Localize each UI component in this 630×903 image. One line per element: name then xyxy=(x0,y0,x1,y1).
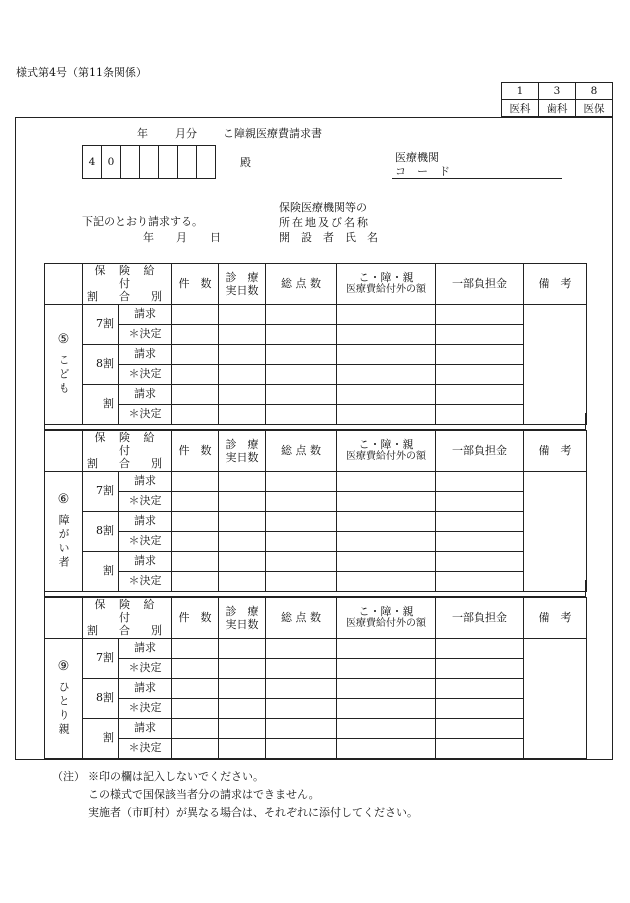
header-ratio xyxy=(83,431,172,472)
header-outside-line1: こ・障・親 xyxy=(358,438,414,452)
table-row xyxy=(45,304,587,324)
ratio-cell: 7割 xyxy=(83,638,119,678)
header-points xyxy=(266,598,337,639)
outside-amount-field[interactable] xyxy=(337,491,436,511)
outside-amount-field[interactable] xyxy=(337,698,436,718)
table-row xyxy=(45,384,587,404)
table-row xyxy=(45,738,587,758)
date-year: 年 xyxy=(143,231,154,244)
table-row xyxy=(45,718,587,738)
partial-payment-field[interactable] xyxy=(436,344,524,364)
partial-payment-field[interactable] xyxy=(436,638,524,658)
ratio-cell: 割 xyxy=(83,551,119,591)
decision-label: ＊決定 xyxy=(119,404,172,424)
outside-amount-field[interactable] xyxy=(337,384,436,404)
category-name: 障がい者 xyxy=(57,513,71,570)
points-field[interactable] xyxy=(266,531,337,551)
points-field[interactable] xyxy=(266,511,337,531)
points-field[interactable] xyxy=(266,344,337,364)
ratio-cell: 8割 xyxy=(83,511,119,551)
table-row xyxy=(45,364,587,384)
points-field[interactable] xyxy=(266,384,337,404)
category-cell xyxy=(45,638,83,758)
count-field[interactable] xyxy=(172,638,219,658)
header-days xyxy=(219,431,266,472)
form-number: 様式第4号（第11条関係） xyxy=(16,66,147,79)
count-field[interactable] xyxy=(172,491,219,511)
table-row xyxy=(45,551,587,571)
count-field[interactable] xyxy=(172,384,219,404)
header-points xyxy=(266,264,337,305)
header-partial-payment xyxy=(436,598,524,639)
claim-label: 請求 xyxy=(119,471,172,491)
claim-label: 請求 xyxy=(119,718,172,738)
table-row xyxy=(45,698,587,718)
points-field[interactable] xyxy=(266,324,337,344)
partial-payment-field[interactable] xyxy=(436,491,524,511)
header-count-label: 件 数 xyxy=(178,277,212,291)
count-field[interactable] xyxy=(172,304,219,324)
institution-code-label: 医療機関 xyxy=(395,151,439,164)
section-separator xyxy=(44,413,586,430)
header-days xyxy=(219,598,266,639)
count-field[interactable] xyxy=(172,678,219,698)
header-outside-amount xyxy=(337,264,436,305)
category-mark: ⑥ xyxy=(57,492,70,508)
category-cell xyxy=(45,471,83,591)
count-field[interactable] xyxy=(172,324,219,344)
header-blank xyxy=(45,598,83,639)
outside-amount-field[interactable] xyxy=(337,344,436,364)
request-statement: 下記のとおり請求する。 xyxy=(82,215,203,228)
outside-amount-field[interactable] xyxy=(337,511,436,531)
partial-payment-field[interactable] xyxy=(436,738,524,758)
header-ratio-line1: 保 険 給 付 xyxy=(94,264,160,291)
days-field[interactable] xyxy=(219,384,266,404)
billing-section-table xyxy=(44,263,587,425)
facility-digit[interactable]: 0 xyxy=(102,146,121,179)
days-field[interactable] xyxy=(219,304,266,324)
header-partial-payment xyxy=(436,264,524,305)
days-field[interactable] xyxy=(219,678,266,698)
days-field[interactable] xyxy=(219,531,266,551)
days-field[interactable] xyxy=(219,738,266,758)
outside-amount-field[interactable] xyxy=(337,638,436,658)
points-field[interactable] xyxy=(266,678,337,698)
header-days-line1: 診 療 xyxy=(225,270,259,284)
count-field[interactable] xyxy=(172,738,219,758)
claim-label: 請求 xyxy=(119,551,172,571)
remarks-field[interactable] xyxy=(524,471,587,591)
code-value: 1 xyxy=(502,83,539,100)
header-outside-amount xyxy=(337,598,436,639)
header-remarks-label: 備 考 xyxy=(538,277,572,291)
header-points xyxy=(266,431,337,472)
outside-amount-field[interactable] xyxy=(337,304,436,324)
header-remarks-label: 備 考 xyxy=(538,444,572,458)
partial-payment-field[interactable] xyxy=(436,698,524,718)
partial-payment-field[interactable] xyxy=(436,511,524,531)
days-field[interactable] xyxy=(219,698,266,718)
header-ratio-line2: 割 合 別 xyxy=(87,457,167,471)
header-outside-line1: こ・障・親 xyxy=(358,605,414,619)
count-field[interactable] xyxy=(172,698,219,718)
ratio-cell: 7割 xyxy=(83,471,119,511)
title-month: 月分 xyxy=(175,127,197,140)
header-days-line2: 実日数 xyxy=(225,283,259,297)
header-outside-line2: 医療費給付外の額 xyxy=(346,618,426,630)
days-field[interactable] xyxy=(219,638,266,658)
header-remarks-label: 備 考 xyxy=(538,611,572,625)
header-count-label: 件 数 xyxy=(178,611,212,625)
ratio-cell: 8割 xyxy=(83,344,119,384)
header-count xyxy=(172,431,219,472)
header-partial-label: 一部負担金 xyxy=(452,277,507,291)
addressee-suffix: 殿 xyxy=(240,156,251,169)
outside-amount-field[interactable] xyxy=(337,471,436,491)
department-code-box xyxy=(501,82,613,117)
count-field[interactable] xyxy=(172,471,219,491)
count-field[interactable] xyxy=(172,531,219,551)
facility-digit[interactable]: 4 xyxy=(83,146,102,179)
partial-payment-field[interactable] xyxy=(436,304,524,324)
days-field[interactable] xyxy=(219,551,266,571)
facility-digit[interactable] xyxy=(197,146,216,179)
facility-number-boxes xyxy=(82,145,216,179)
header-outside-amount xyxy=(337,431,436,472)
claim-label: 請求 xyxy=(119,678,172,698)
decision-label: ＊決定 xyxy=(119,324,172,344)
outside-amount-field[interactable] xyxy=(337,738,436,758)
decision-label: ＊決定 xyxy=(119,658,172,678)
days-field[interactable] xyxy=(219,471,266,491)
billing-section-table xyxy=(44,430,587,592)
header-remarks xyxy=(524,598,587,639)
partial-payment-field[interactable] xyxy=(436,678,524,698)
points-field[interactable] xyxy=(266,491,337,511)
count-field[interactable] xyxy=(172,551,219,571)
institution-code-underline xyxy=(392,178,562,179)
remarks-field[interactable] xyxy=(524,304,587,424)
category-mark: ⑨ xyxy=(57,659,70,675)
days-field[interactable] xyxy=(219,344,266,364)
header-days-line1: 診 療 xyxy=(225,437,259,451)
claim-label: 請求 xyxy=(119,511,172,531)
header-remarks xyxy=(524,431,587,472)
outside-amount-field[interactable] xyxy=(337,531,436,551)
facility-digit[interactable] xyxy=(178,146,197,179)
category-cell xyxy=(45,304,83,424)
decision-label: ＊決定 xyxy=(119,531,172,551)
ratio-cell: 割 xyxy=(83,384,119,424)
header-ratio-line2: 割 合 別 xyxy=(87,624,167,638)
outside-amount-field[interactable] xyxy=(337,551,436,571)
note-line: 実施者（市町村）が異なる場合は、それぞれに添付してください。 xyxy=(88,806,418,819)
notes-label: （注） xyxy=(52,770,85,783)
points-field[interactable] xyxy=(266,638,337,658)
table-row xyxy=(45,638,587,658)
header-remarks xyxy=(524,264,587,305)
count-field[interactable] xyxy=(172,718,219,738)
count-field[interactable] xyxy=(172,364,219,384)
decision-label: ＊決定 xyxy=(119,364,172,384)
header-blank xyxy=(45,264,83,305)
category-name: ひとり親 xyxy=(57,680,71,737)
header-points-label: 総 点 数 xyxy=(281,444,321,458)
institution-info-line1: 保険医療機関等の xyxy=(279,201,367,214)
institution-info-line3: 開 設 者 氏 名 xyxy=(279,231,378,244)
header-ratio-line1: 保 険 給 付 xyxy=(94,431,160,458)
code-value: 8 xyxy=(576,83,613,100)
date-day: 日 xyxy=(210,231,221,244)
partial-payment-field[interactable] xyxy=(436,718,524,738)
header-blank xyxy=(45,431,83,472)
outside-amount-field[interactable] xyxy=(337,658,436,678)
count-field[interactable] xyxy=(172,511,219,531)
note-line: ※印の欄は記入しないでください。 xyxy=(88,770,264,783)
header-ratio-line1: 保 険 給 付 xyxy=(94,598,160,625)
table-row xyxy=(45,471,587,491)
code-label-insurance: 医保 xyxy=(576,100,613,117)
partial-payment-field[interactable] xyxy=(436,471,524,491)
outside-amount-field[interactable] xyxy=(337,678,436,698)
category-name: こども xyxy=(57,353,71,396)
count-field[interactable] xyxy=(172,344,219,364)
code-value: 3 xyxy=(539,83,576,100)
outside-amount-field[interactable] xyxy=(337,364,436,384)
claim-label: 請求 xyxy=(119,638,172,658)
decision-label: ＊決定 xyxy=(119,698,172,718)
days-field[interactable] xyxy=(219,718,266,738)
points-field[interactable] xyxy=(266,698,337,718)
form-title: こ障親医療費請求書 xyxy=(223,127,322,140)
date-month: 月 xyxy=(176,231,187,244)
header-count xyxy=(172,598,219,639)
outside-amount-field[interactable] xyxy=(337,324,436,344)
days-field[interactable] xyxy=(219,658,266,678)
facility-digit[interactable] xyxy=(121,146,140,179)
section-separator xyxy=(44,580,586,597)
ratio-cell: 8割 xyxy=(83,678,119,718)
points-field[interactable] xyxy=(266,304,337,324)
count-field[interactable] xyxy=(172,658,219,678)
category-mark: ⑤ xyxy=(57,332,70,348)
header-ratio-line2: 割 合 別 xyxy=(87,290,167,304)
header-partial-payment xyxy=(436,431,524,472)
header-days-line2: 実日数 xyxy=(225,617,259,631)
partial-payment-field[interactable] xyxy=(436,324,524,344)
header-partial-label: 一部負担金 xyxy=(452,444,507,458)
days-field[interactable] xyxy=(219,324,266,344)
points-field[interactable] xyxy=(266,658,337,678)
code-label-medical: 医科 xyxy=(502,100,539,117)
outside-amount-field[interactable] xyxy=(337,718,436,738)
points-field[interactable] xyxy=(266,364,337,384)
ratio-cell: 割 xyxy=(83,718,119,758)
header-ratio xyxy=(83,598,172,639)
points-field[interactable] xyxy=(266,551,337,571)
table-row xyxy=(45,658,587,678)
ratio-cell: 7割 xyxy=(83,304,119,344)
days-field[interactable] xyxy=(219,511,266,531)
points-field[interactable] xyxy=(266,471,337,491)
note-line: この様式で国保該当者分の請求はできません。 xyxy=(88,788,320,801)
title-year: 年 xyxy=(137,127,148,140)
points-field[interactable] xyxy=(266,738,337,758)
institution-code-label-2: コ ー ド xyxy=(395,165,450,178)
claim-label: 請求 xyxy=(119,304,172,324)
header-outside-line1: こ・障・親 xyxy=(358,271,414,285)
header-outside-line2: 医療費給付外の額 xyxy=(346,284,426,296)
claim-label: 請求 xyxy=(119,344,172,364)
table-row xyxy=(45,344,587,364)
header-points-label: 総 点 数 xyxy=(281,611,321,625)
header-days-line2: 実日数 xyxy=(225,450,259,464)
facility-digit[interactable] xyxy=(159,146,178,179)
days-field[interactable] xyxy=(219,491,266,511)
decision-label: ＊決定 xyxy=(119,571,172,591)
claim-label: 請求 xyxy=(119,384,172,404)
header-count-label: 件 数 xyxy=(178,444,212,458)
partial-payment-field[interactable] xyxy=(436,384,524,404)
partial-payment-field[interactable] xyxy=(436,364,524,384)
header-outside-line2: 医療費給付外の額 xyxy=(346,451,426,463)
days-field[interactable] xyxy=(219,364,266,384)
table-row xyxy=(45,324,587,344)
facility-digit[interactable] xyxy=(140,146,159,179)
table-row xyxy=(45,531,587,551)
partial-payment-field[interactable] xyxy=(436,531,524,551)
decision-label: ＊決定 xyxy=(119,738,172,758)
institution-info-line2: 所在地及び名称 xyxy=(279,216,370,229)
header-count xyxy=(172,264,219,305)
header-ratio xyxy=(83,264,172,305)
table-row xyxy=(45,491,587,511)
billing-section-table xyxy=(44,597,587,759)
table-row xyxy=(45,511,587,531)
code-label-dental: 歯科 xyxy=(539,100,576,117)
header-points-label: 総 点 数 xyxy=(281,277,321,291)
remarks-field[interactable] xyxy=(524,638,587,758)
points-field[interactable] xyxy=(266,718,337,738)
header-days-line1: 診 療 xyxy=(225,604,259,618)
header-partial-label: 一部負担金 xyxy=(452,611,507,625)
partial-payment-field[interactable] xyxy=(436,658,524,678)
table-row xyxy=(45,678,587,698)
partial-payment-field[interactable] xyxy=(436,551,524,571)
header-days xyxy=(219,264,266,305)
decision-label: ＊決定 xyxy=(119,491,172,511)
